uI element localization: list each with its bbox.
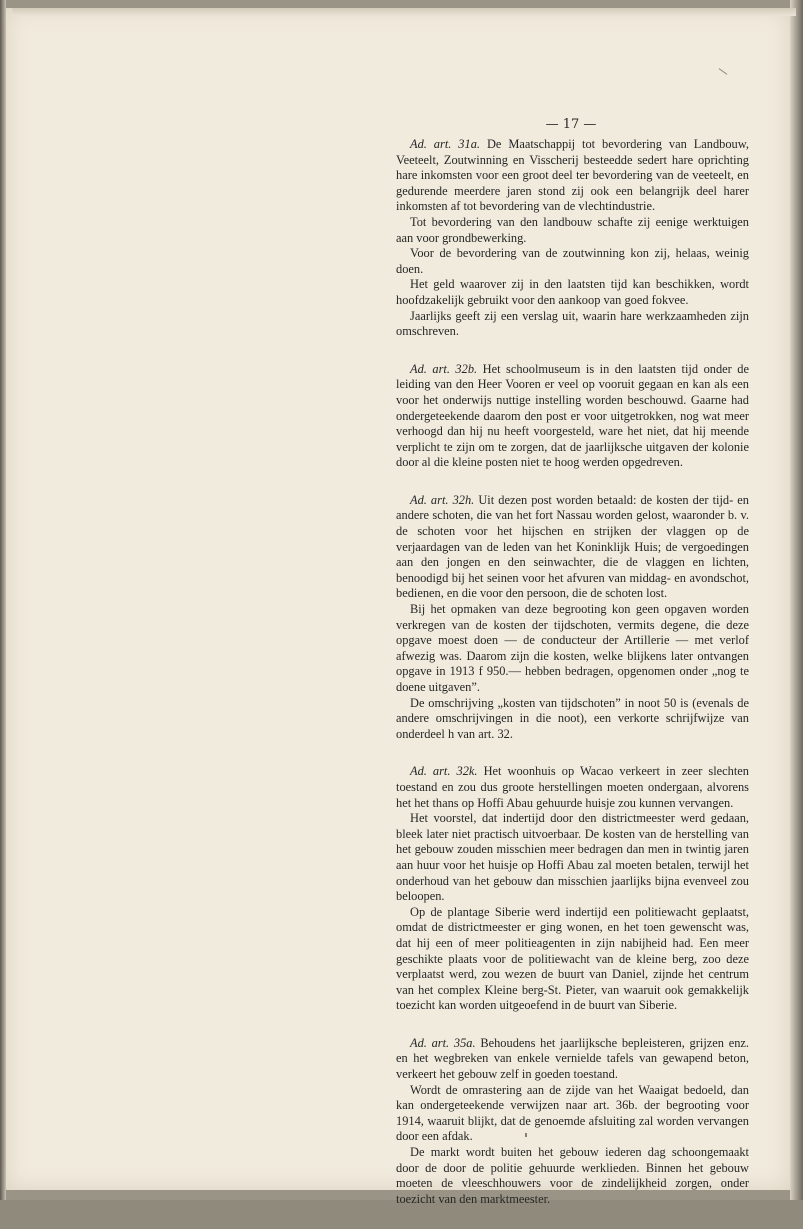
article-reference: Ad. art. 32k.: [410, 764, 478, 779]
paragraph: Tot bevordering van den landbouw schafte zij eenige werktuigen aan voor grondbewerking.: [396, 214, 749, 245]
section-art-31a: [396, 137, 749, 340]
paragraph: Voor de bevordering van de zoutwinning kon zij, helaas, weinig doen.: [396, 246, 749, 276]
paragraph: [396, 137, 749, 215]
paragraph-text: Het schoolmuseum is in den laatsten tijd onder de leiding van den Heer Vooren er veel op vooruit gegaan en kan als een voor het onderwijs nuttige instelling worden beschouwd. Gaarne had ondergeteekende daarom den post er voor uitgetrokken, nog wat meer verhoogd dan hij nu heeft voorgesteld, ware het niet, dat hij meende verplicht te zijn om te zorgen, dat de jaarlijksche uitgaven der kolonie door al die kleine posten niet te hoog werden opgedreven.: [396, 361, 749, 470]
paragraph: Bij het opmaken van deze begrooting kon geen opgaven worden verkregen van de kosten der tijdschoten, vermits degene, die deze opgave moest doen — de conducteur der Artillerie — met verlof afwezig was. Daarom zijn die kosten, welke blijkens later ontvangen opgave in 1913 f 950.— hebben bedragen, opgenomen onder „nog te doene uitgaven”.: [396, 602, 749, 694]
page-top-edge: [12, 8, 796, 16]
paragraph: [396, 493, 749, 602]
article-reference: Ad. art. 32b.: [410, 361, 478, 376]
paragraph: [396, 362, 749, 471]
main-text-column: [396, 137, 749, 1229]
paragraph: Op de plantage Siberie werd indertijd een politiewacht geplaatst, omdat de districtmeester er ging wonen, en het toen gewenscht was, dat hij een of meer politieagenten in zijn nabijheid had. Een meer geschikte plaats voor de politiewacht van de kleine berg, zoo deze verplaatst werd, zou wezen de buurt van Daniel, zijnde het centrum van het complex Kleine berg-St. Pieter, van waaruit ook gemakkelijk toezicht kan worden uitgeoefend in de buurt van Siberie.: [396, 904, 749, 1013]
article-reference: Ad. art. 35a.: [410, 1035, 476, 1050]
section-art-32h: [396, 493, 749, 743]
article-reference: Ad. art. 31a.: [410, 137, 480, 151]
section-art-32k: [396, 764, 749, 1014]
page-number: — 17 —: [545, 117, 597, 132]
section-art-35a: [396, 1036, 749, 1208]
paragraph: Jaarlijks geeft zij een verslag uit, waarin hare werkzaamheden zijn omschreven.: [396, 308, 749, 339]
paper-mark: [719, 68, 728, 75]
paragraph-text: Behoudens het jaarlijksche bepleisteren, grijzen enz. en het wegbreken van enkele vernielde tafels van gewapend beton, verkeert het gebouw zelf in goeden toestand.: [396, 1035, 749, 1082]
page-right-edge: [790, 0, 803, 1200]
paragraph-text: Het woonhuis op Wacao verkeert in zeer slechten toestand en zou dus groote herstellingen moeten ondergaan, alvorens het het thans op Hoffi Abau gehuurde huisje zou kunnen vervangen.: [396, 764, 749, 810]
paragraph: [396, 1036, 749, 1083]
article-reference: Ad. art. 32h.: [410, 492, 475, 507]
paragraph-text: Uit dezen post worden betaald: de kosten der tijd- en andere schoten, die van het fort Nassau worden gelost, waaronder b. v. de schoten voor het hijschen en strijken der vlaggen op de verjaardagen van de leden van het Koninklijk Huis; de vergoedingen aan den jongen en den seinwachter, die de vlaggen en lichten, benoodigd bij het seinen voor het afvuren van middag- en avondschot, bedienen, en die voor den persoon, die de schoten lost.: [396, 492, 749, 601]
ink-blemish: [525, 1133, 527, 1137]
paragraph: [396, 764, 749, 811]
paragraph: Het voorstel, dat indertijd door den districtmeester werd gedaan, bleek later niet practisch uitvoerbaar. De kosten van de herstelling van het gebouw zouden misschien meer bedragen dan men in twintig jaren aan huur voor het huisje op Hoffi Abau zal moeten betalen, terwijl het onderhoud van het gebouw dan misschien jaarlijks bijna evenveel zou beloopen.: [396, 811, 749, 904]
paragraph: Wordt de omrastering aan de zijde van het Waaigat bedoeld, dan kan ondergeteekende verwijzen naar art. 36b. der begrooting voor 1914, waaruit blijkt, dat de genoemde afsluiting zal worden vervangen door een afdak.: [396, 1082, 749, 1144]
paragraph: De omschrijving „kosten van tijdschoten” in noot 50 is (evenals de andere omschrijvingen in die noot), een verkorte schrijfwijze van onderdeel h van art. 32.: [396, 695, 749, 741]
section-art-32b: [396, 362, 749, 471]
paragraph-text: De Maatschappij tot bevordering van Landbouw, Veeteelt, Zoutwinning en Visscherij besteedde sedert hare oprichting hare inkomsten voor een groot deel ter bevordering van de veeteelt, en gedurende meerdere jaren stond zij ook een belangrijk deel harer inkomsten af tot bevordering van de vlechtindustrie.: [396, 137, 749, 214]
paragraph: De markt wordt buiten het gebouw iederen dag schoongemaakt door de door de politie gehuurde werklieden. Binnen het gebouw moeten de vleeschhouwers voor de zindelijkheid zorgen, onder toezicht van den marktmeester.: [396, 1145, 749, 1206]
paragraph: Het geld waarover zij in den laatsten tijd kan beschikken, wordt hoofdzakelijk gebruikt voor den aankoop van goed fokvee.: [396, 277, 749, 307]
